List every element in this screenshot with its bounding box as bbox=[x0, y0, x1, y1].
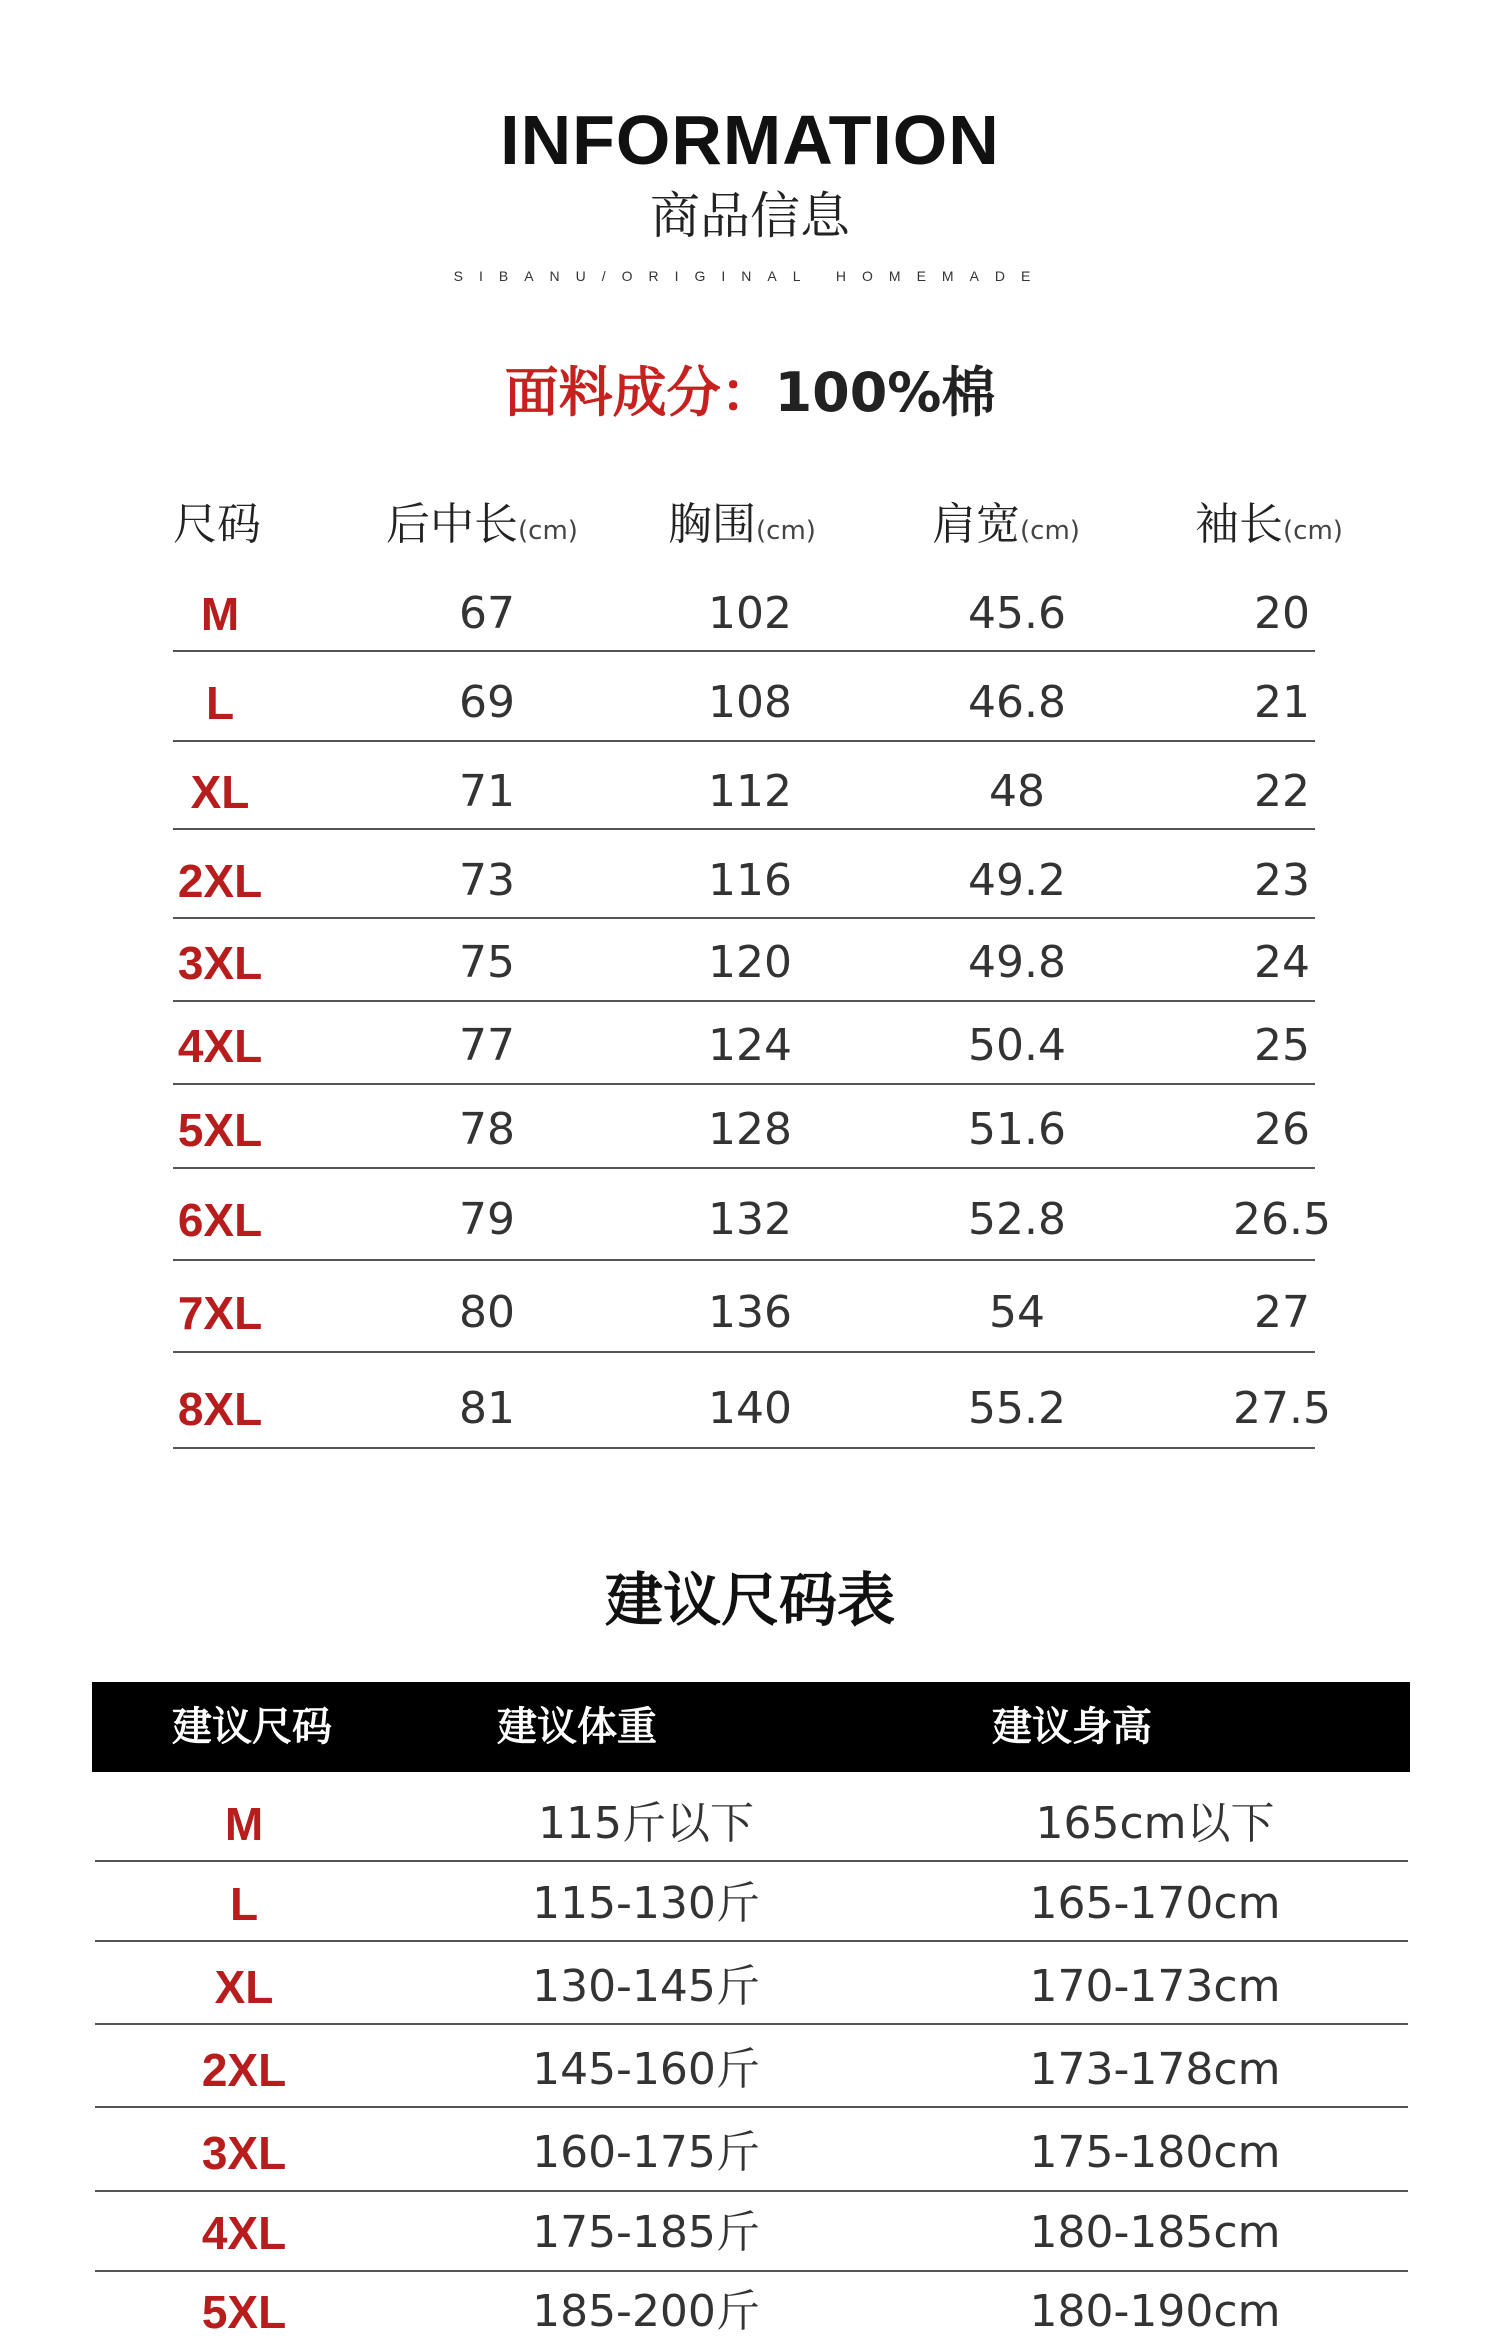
header-shoulder-label: 肩宽 bbox=[932, 499, 1020, 550]
height-cell: 165-170cm bbox=[1029, 1878, 1281, 1929]
measure-cell: 26.5 bbox=[1233, 1194, 1331, 1245]
measure-cell: 55.2 bbox=[968, 1383, 1066, 1434]
size-cell: 5XL bbox=[201, 2286, 287, 2338]
header-length-label: 后中长 bbox=[386, 499, 518, 550]
divider-line bbox=[173, 1000, 1315, 1002]
measure-cell: 48 bbox=[989, 766, 1045, 817]
unit-label: (cm) bbox=[518, 516, 578, 546]
fabric-composition bbox=[0, 358, 1500, 428]
suggest-table-title: 建议尺码表 bbox=[604, 1566, 895, 1634]
height-cell: 180-190cm bbox=[1029, 2286, 1281, 2337]
measure-cell: 81 bbox=[459, 1383, 515, 1434]
size-cell: M bbox=[200, 588, 240, 640]
size-cell: L bbox=[229, 1878, 259, 1930]
divider-line bbox=[173, 1167, 1315, 1169]
measure-cell: 46.8 bbox=[968, 677, 1066, 728]
page-subtitle: 商品信息 bbox=[650, 187, 850, 245]
measure-cell: 22 bbox=[1254, 766, 1310, 817]
size-cell: 8XL bbox=[177, 1383, 263, 1435]
measure-cell: 120 bbox=[708, 937, 792, 988]
size-cell: 7XL bbox=[177, 1287, 263, 1339]
weight-cell: 160-175斤 bbox=[532, 2127, 760, 2178]
divider-line bbox=[173, 1447, 1315, 1449]
measure-cell: 140 bbox=[708, 1383, 792, 1434]
height-cell: 165cm以下 bbox=[1035, 1798, 1275, 1849]
size-cell: M bbox=[224, 1798, 264, 1850]
header-suggest-weight: 建议体重 bbox=[497, 1704, 657, 1750]
weight-cell: 145-160斤 bbox=[532, 2044, 760, 2095]
suggest-table-header bbox=[92, 1682, 1410, 1772]
measure-cell: 24 bbox=[1254, 937, 1310, 988]
weight-cell: 115-130斤 bbox=[532, 1878, 760, 1929]
divider-line bbox=[95, 2023, 1408, 2025]
header-suggest-size: 建议尺码 bbox=[172, 1704, 332, 1750]
header-length bbox=[386, 490, 578, 566]
header-sleeve-label: 袖长 bbox=[1195, 499, 1283, 550]
size-cell: 2XL bbox=[201, 2044, 287, 2096]
measure-cell: 50.4 bbox=[968, 1020, 1066, 1071]
measure-cell: 52.8 bbox=[968, 1194, 1066, 1245]
measure-cell: 108 bbox=[708, 677, 792, 728]
size-cell: 4XL bbox=[201, 2207, 287, 2259]
measure-cell: 27 bbox=[1254, 1287, 1310, 1338]
header-sleeve bbox=[1195, 490, 1343, 566]
measure-cell: 26 bbox=[1254, 1104, 1310, 1155]
weight-cell: 185-200斤 bbox=[532, 2286, 760, 2337]
header-shoulder bbox=[932, 490, 1080, 566]
divider-line bbox=[95, 2106, 1408, 2108]
header-chest-label: 胸围 bbox=[668, 499, 756, 550]
size-cell: 6XL bbox=[177, 1194, 263, 1246]
measure-cell: 45.6 bbox=[968, 588, 1066, 639]
divider-line bbox=[173, 1351, 1315, 1353]
divider-line bbox=[173, 740, 1315, 742]
measure-cell: 23 bbox=[1254, 855, 1310, 906]
height-cell: 170-173cm bbox=[1029, 1961, 1281, 2012]
measure-cell: 67 bbox=[459, 588, 515, 639]
measure-cell: 51.6 bbox=[968, 1104, 1066, 1155]
unit-label: (cm) bbox=[756, 516, 816, 546]
fabric-value: 100%棉 bbox=[774, 361, 996, 424]
weight-cell: 175-185斤 bbox=[532, 2207, 760, 2258]
size-cell: 4XL bbox=[177, 1020, 263, 1072]
weight-cell: 130-145斤 bbox=[532, 1961, 760, 2012]
brand-tagline: SIBANU/ORIGINAL HOMEMADE bbox=[453, 268, 1047, 284]
divider-line bbox=[95, 1940, 1408, 1942]
height-cell: 175-180cm bbox=[1029, 2127, 1281, 2178]
divider-line bbox=[173, 1259, 1315, 1261]
measure-cell: 75 bbox=[459, 937, 515, 988]
header-size: 尺码 bbox=[173, 499, 261, 550]
divider-line bbox=[173, 917, 1315, 919]
measure-cell: 71 bbox=[459, 766, 515, 817]
size-table-header bbox=[0, 490, 1500, 560]
size-cell: XL bbox=[190, 766, 250, 818]
divider-line bbox=[173, 1083, 1315, 1085]
measure-cell: 124 bbox=[708, 1020, 792, 1071]
measure-cell: 20 bbox=[1254, 588, 1310, 639]
measure-cell: 27.5 bbox=[1233, 1383, 1331, 1434]
divider-line bbox=[173, 650, 1315, 652]
measure-cell: 69 bbox=[459, 677, 515, 728]
info-header bbox=[0, 100, 1500, 284]
divider-line bbox=[95, 2190, 1408, 2192]
measure-cell: 102 bbox=[708, 588, 792, 639]
unit-label: (cm) bbox=[1283, 516, 1343, 546]
measure-cell: 77 bbox=[459, 1020, 515, 1071]
unit-label: (cm) bbox=[1020, 516, 1080, 546]
fabric-label: 面料成分： bbox=[504, 361, 775, 424]
measure-cell: 79 bbox=[459, 1194, 515, 1245]
size-cell: 3XL bbox=[177, 937, 263, 989]
divider-line bbox=[173, 828, 1315, 830]
measure-cell: 128 bbox=[708, 1104, 792, 1155]
measure-cell: 73 bbox=[459, 855, 515, 906]
measure-cell: 112 bbox=[708, 766, 792, 817]
measure-cell: 25 bbox=[1254, 1020, 1310, 1071]
measure-cell: 21 bbox=[1254, 677, 1310, 728]
size-cell: 5XL bbox=[177, 1104, 263, 1156]
size-cell: XL bbox=[214, 1961, 274, 2013]
height-cell: 173-178cm bbox=[1029, 2044, 1281, 2095]
header-suggest-height: 建议身高 bbox=[992, 1704, 1152, 1750]
measure-cell: 54 bbox=[989, 1287, 1045, 1338]
measure-cell: 136 bbox=[708, 1287, 792, 1338]
size-cell: L bbox=[205, 677, 235, 729]
measure-cell: 132 bbox=[708, 1194, 792, 1245]
page-title: INFORMATION bbox=[500, 101, 1000, 179]
measure-cell: 49.8 bbox=[968, 937, 1066, 988]
size-cell: 2XL bbox=[177, 855, 263, 907]
measure-cell: 116 bbox=[708, 855, 792, 906]
height-cell: 180-185cm bbox=[1029, 2207, 1281, 2258]
weight-cell: 115斤以下 bbox=[538, 1798, 754, 1849]
measure-cell: 80 bbox=[459, 1287, 515, 1338]
measure-cell: 78 bbox=[459, 1104, 515, 1155]
divider-line bbox=[95, 1860, 1408, 1862]
header-chest bbox=[668, 490, 816, 566]
measure-cell: 49.2 bbox=[968, 855, 1066, 906]
size-cell: 3XL bbox=[201, 2127, 287, 2179]
